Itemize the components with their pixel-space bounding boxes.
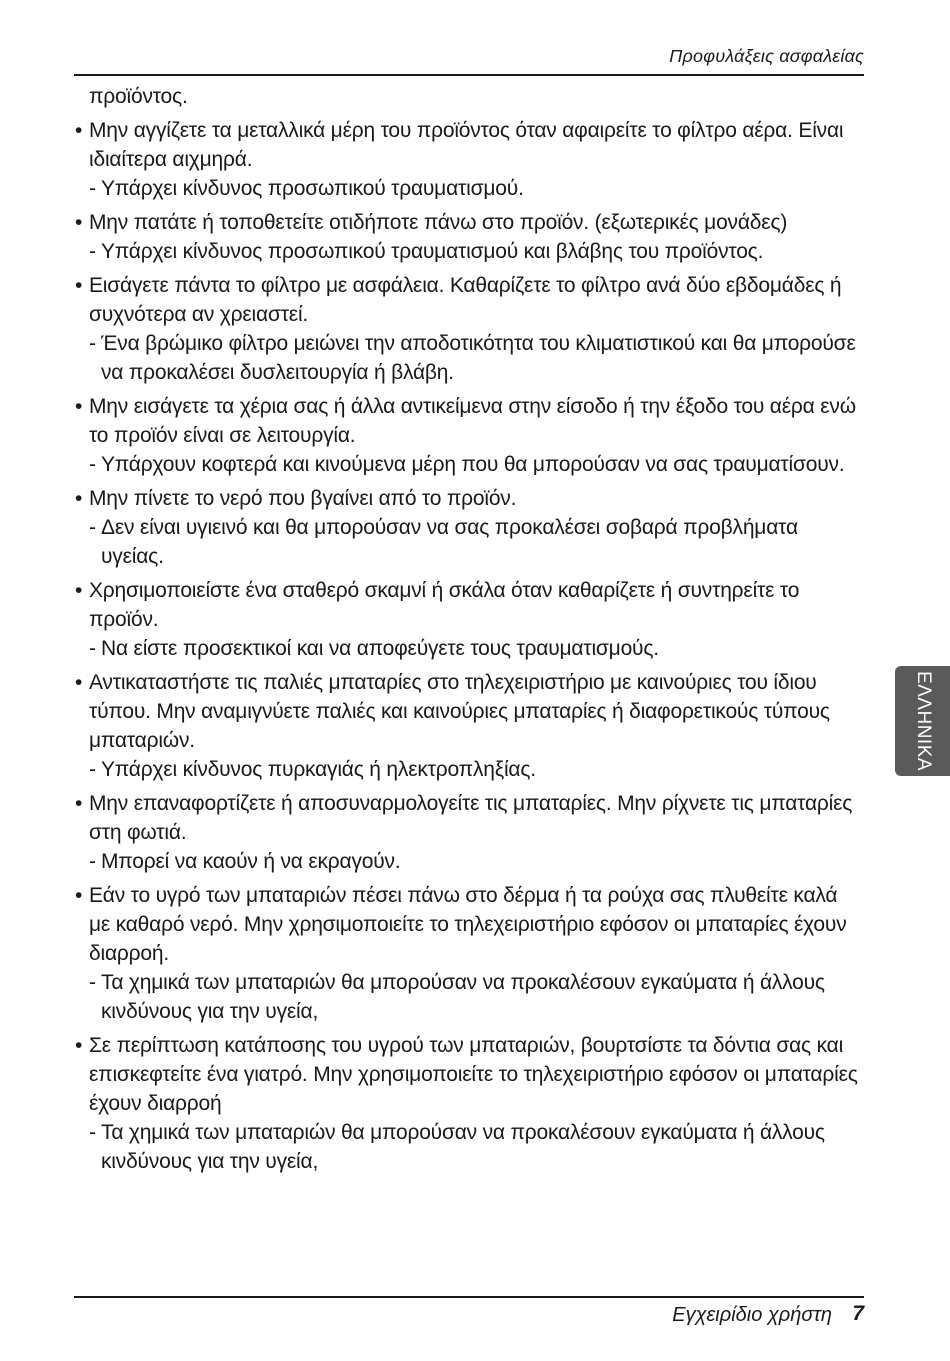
list-item	[74, 1031, 864, 1176]
sub-note: - Τα χημικά των μπαταριών θα μπορούσαν να προκαλέσουν εγκαύματα ή άλλους κινδύνους για την υγεία,	[74, 1118, 864, 1176]
bullet-text: • Εισάγετε πάντα το φίλτρο με ασφάλεια. Καθαρίζετε το φίλτρο ανά δύο εβδομάδες ή συχνότερα αν χρειαστεί.	[74, 271, 864, 329]
sub-note: - Ένα βρώμικο φίλτρο μειώνει την αποδοτικότητα του κλιματιστικού και θα μπορούσε να προκαλέσει δυσλειτουργία ή βλάβη.	[74, 329, 864, 387]
bullet-text: • Μην επαναφορτίζετε ή αποσυναρμολογείτε τις μπαταρίες. Μην ρίχνετε τις μπαταρίες στη φωτιά.	[74, 789, 864, 847]
sub-note: - Υπάρχουν κοφτερά και κινούμενα μέρη που θα μπορούσαν να σας τραυματίσουν.	[74, 450, 864, 479]
sub-note: - Υπάρχει κίνδυνος προσωπικού τραυματισμού.	[74, 174, 864, 203]
sub-note: - Να είστε προσεκτικοί και να αποφεύγετε τους τραυματισμούς.	[74, 634, 864, 663]
list-item	[74, 484, 864, 571]
bullet-text: • Μην πίνετε το νερό που βγαίνει από το προϊόν.	[74, 484, 864, 513]
list-item	[74, 208, 864, 266]
language-tab	[895, 666, 950, 776]
page-number: 7	[852, 1302, 864, 1325]
safety-precautions-list	[74, 82, 864, 1176]
sub-note: - Υπάρχει κίνδυνος προσωπικού τραυματισμού και βλάβης του προϊόντος.	[74, 237, 864, 266]
continued-text: προϊόντος.	[89, 85, 188, 108]
header-divider	[74, 74, 864, 76]
bullet-text: • Σε περίπτωση κατάποσης του υγρού των μπαταριών, βουρτσίστε τα δόντια σας και επισκεφτείτε ένα γιατρό. Μην χρησιμοποιείτε το τηλεχειριστήριο εφόσον οι μπαταρίες έχουν διαρροή	[74, 1031, 864, 1118]
footer-manual-title: Εγχειρίδιο χρήστη	[672, 1304, 832, 1326]
sub-note: - Δεν είναι υγιεινό και θα μπορούσαν να σας προκαλέσει σοβαρά προβλήματα υγείας.	[74, 513, 864, 571]
bullet-text: • Μην εισάγετε τα χέρια σας ή άλλα αντικείμενα στην είσοδο ή την έξοδο του αέρα ενώ το προϊόν είναι σε λειτουργία.	[74, 392, 864, 450]
sub-note: - Υπάρχει κίνδυνος πυρκαγιάς ή ηλεκτροπληξίας.	[74, 755, 864, 784]
list-item	[74, 576, 864, 663]
sub-note: - Τα χημικά των μπαταριών θα μπορούσαν να προκαλέσουν εγκαύματα ή άλλους κινδύνους για την υγεία,	[74, 968, 864, 1026]
list-item	[74, 668, 864, 784]
bullet-text: • Αντικαταστήστε τις παλιές μπαταρίες στο τηλεχειριστήριο με καινούριες του ίδιου τύπου. Μην αναμιγνύετε παλιές και καινούριες μπαταρίες ή διαφορετικούς τύπους μπαταριών.	[74, 668, 864, 755]
list-item	[74, 271, 864, 387]
language-tab-label: ΕΛΛΗΝΙΚΑ	[912, 670, 934, 772]
list-item	[74, 116, 864, 203]
bullet-text: • Χρησιμοποιείστε ένα σταθερό σκαμνί ή σκάλα όταν καθαρίζετε ή συντηρείτε το προϊόν.	[74, 576, 864, 634]
footer-divider	[74, 1296, 864, 1298]
bullet-text: • Μην αγγίζετε τα μεταλλικά μέρη του προϊόντος όταν αφαιρείτε το φίλτρο αέρα. Είναι ιδιαίτερα αιχμηρά.	[74, 116, 864, 174]
bullet-text: • Μην πατάτε ή τοποθετείτε οτιδήποτε πάνω στο προϊόν. (εξωτερικές μονάδες)	[74, 208, 864, 237]
sub-note: - Μπορεί να καούν ή να εκραγούν.	[74, 847, 864, 876]
list-item	[74, 789, 864, 876]
running-header-title: Προφυλάξεις ασφαλείας	[669, 46, 864, 66]
list-item	[74, 392, 864, 479]
bullet-text: • Εάν το υγρό των μπαταριών πέσει πάνω στο δέρμα ή τα ρούχα σας πλυθείτε καλά με καθαρό νερό. Μην χρησιμοποιείτε το τηλεχειριστήριο εφόσον οι μπαταρίες έχουν διαρροή.	[74, 881, 864, 968]
list-item	[74, 881, 864, 1026]
